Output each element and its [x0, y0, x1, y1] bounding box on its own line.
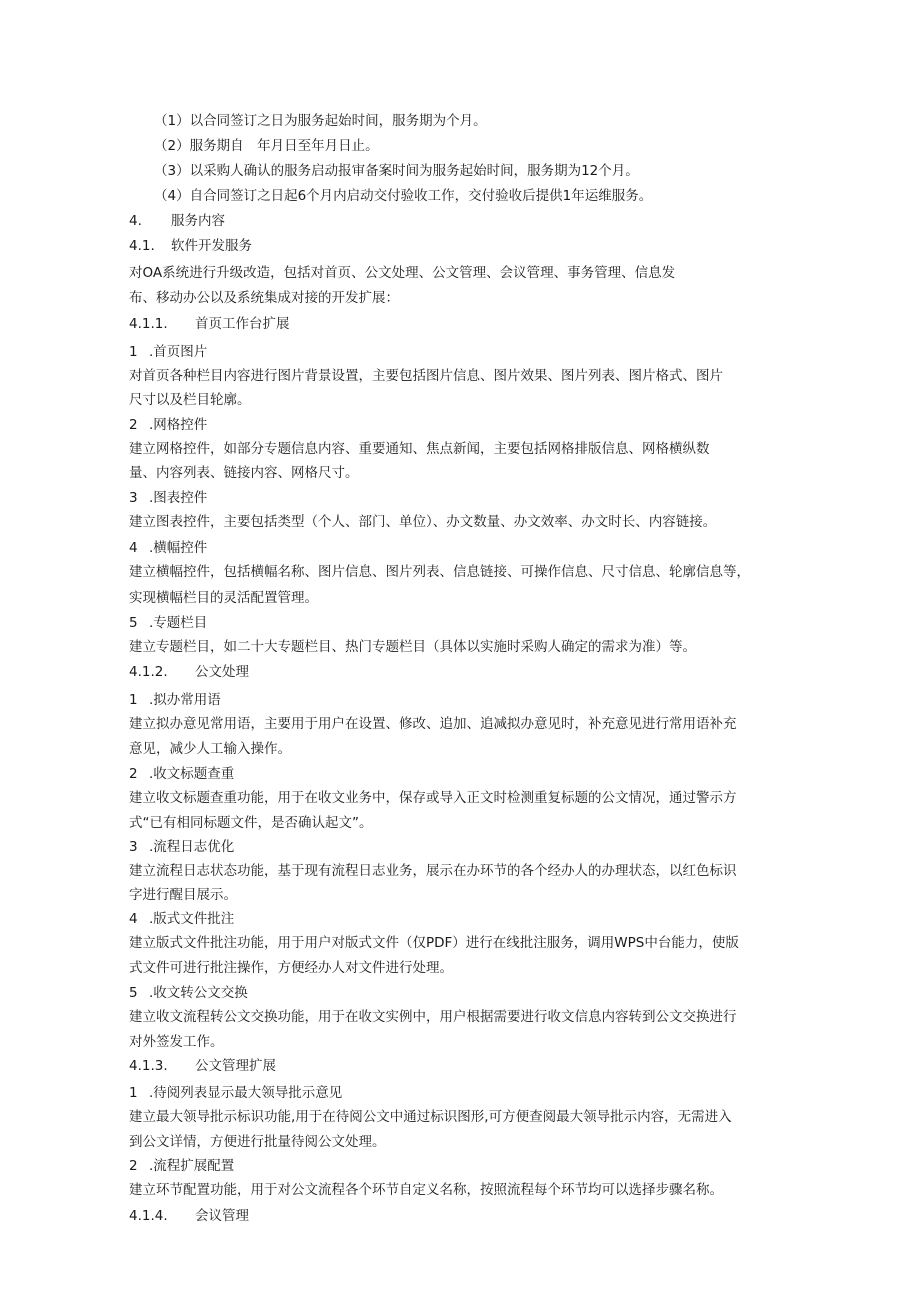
entry-title: .网格控件 [149, 417, 208, 433]
entry-number: 3 [129, 839, 138, 855]
entry-heading [129, 764, 234, 784]
entry-heading [129, 488, 207, 508]
entry-body: 式“已有相同标题文件，是否确认起文”。 [129, 815, 373, 831]
entry-title: .横幅控件 [149, 540, 208, 556]
entry-number: 3 [129, 490, 138, 506]
entry-number: 2 [129, 766, 138, 782]
entry-number: 5 [129, 985, 138, 1001]
intro-line-1: 对OA系统进行升级改造，包括对首页、公文处理、公文管理、会议管理、事务管理、信息发 [129, 265, 676, 281]
entry-title: .收文转公文交换 [149, 985, 248, 1001]
entry-title: .流程日志优化 [149, 839, 235, 855]
entry-body: 建立图表控件，主要包括类型（个人、部门、单位）、办文数量、办文效率、办文时长、内容链接。 [129, 514, 717, 530]
section-number: 4.1.4. [129, 1208, 168, 1224]
section-number: 4.1.2. [129, 664, 168, 680]
entry-number: 4 [129, 540, 138, 556]
entry-title: .流程扩展配置 [149, 1158, 235, 1174]
entry-number: 2 [129, 417, 138, 433]
entry-body: 尺寸以及栏目轮廓。 [129, 392, 251, 408]
section-number: 4.1.1. [129, 316, 168, 332]
entry-body: 对外签发工作。 [129, 1034, 224, 1050]
entry-number: 5 [129, 615, 138, 631]
entry-body: 对首页各种栏目内容进行图片背景设置，主要包括图片信息、图片效果、图片列表、图片格式、图片 [129, 368, 723, 384]
section-title: 公文管理扩展 [195, 1058, 276, 1074]
entry-heading [129, 538, 207, 558]
section-title: 会议管理 [195, 1208, 249, 1224]
entry-heading [129, 1083, 342, 1103]
entry-title: .图表控件 [149, 490, 208, 506]
entry-number: 4 [129, 911, 138, 927]
entry-body: 到公文详情，方便进行批量待阅公文处理。 [129, 1134, 386, 1150]
service-period-item-2: （2）服务期自 年月日至年月日止。 [154, 138, 379, 154]
entry-heading [129, 837, 234, 857]
entry-heading [129, 983, 248, 1003]
entry-body: 建立流程日志状态功能，基于现有流程日志业务，展示在办环节的各个经办人的办理状态，以红色标识 [129, 863, 737, 879]
section-title: 公文处理 [195, 664, 249, 680]
entry-body: 意见，减少人工输入操作。 [129, 741, 291, 757]
service-period-item-4: （4）自合同签订之日起6个月内启动交付验收工作，交付验收后提供1年运维服务。 [154, 188, 653, 204]
section-4-1-heading [129, 236, 252, 256]
section-number: 4. [129, 213, 142, 229]
entry-heading [129, 1156, 234, 1176]
entry-number: 2 [129, 1158, 138, 1174]
intro-line-2: 布、移动办公以及系统集成对接的开发扩展： [129, 290, 399, 306]
section-title: 服务内容 [171, 213, 225, 229]
entry-body: 建立专题栏目，如二十大专题栏目、热门专题栏目（具体以实施时采购人确定的需求为准）等。 [129, 639, 696, 655]
entry-body: 建立横幅控件，包括横幅名称、图片信息、图片列表、信息链接、可操作信息、尺寸信息、轮廓信息等， [129, 564, 750, 580]
entry-heading [129, 690, 221, 710]
entry-heading [129, 909, 234, 929]
section-4-1-1-heading [129, 314, 290, 334]
section-4-1-2-heading [129, 662, 249, 682]
entry-body: 建立网格控件，如部分专题信息内容、重要通知、焦点新闻，主要包括网格排版信息、网格横纵数 [129, 441, 710, 457]
entry-body: 建立拟办意见常用语，主要用于用户在设置、修改、追加、追减拟办意见时，补充意见进行常用语补充 [129, 716, 737, 732]
entry-body: 实现横幅栏目的灵活配置管理。 [129, 590, 318, 606]
entry-title: .拟办常用语 [149, 692, 221, 708]
entry-body: 量、内容列表、链接内容、网格尺寸。 [129, 465, 359, 481]
entry-number: 1 [129, 344, 138, 360]
entry-body: 建立收文标题查重功能，用于在收文业务中，保存或导入正文时检测重复标题的公文情况，通过警示方 [129, 790, 737, 806]
section-4-1-3-heading [129, 1056, 276, 1076]
section-4-1-4-heading [129, 1206, 249, 1226]
entry-title: .待阅列表显示最大领导批示意见 [149, 1085, 343, 1101]
section-number: 4.1. [129, 238, 155, 254]
service-period-item-1: （1）以合同签订之日为服务起始时间，服务期为个月。 [154, 113, 487, 129]
entry-body: 建立版式文件批注功能，用于用户对版式文件（仅PDF）进行在线批注服务，调用WPS中台能力，使版 [129, 935, 739, 951]
section-title: 首页工作台扩展 [195, 316, 290, 332]
entry-title: .收文标题查重 [149, 766, 235, 782]
entry-body: 建立收文流程转公文交换功能，用于在收文实例中，用户根据需要进行收文信息内容转到公文交换进行 [129, 1009, 737, 1025]
entry-number: 1 [129, 692, 138, 708]
section-4-heading [129, 211, 225, 231]
entry-heading [129, 415, 207, 435]
entry-heading [129, 342, 207, 362]
entry-body: 建立环节配置功能，用于对公文流程各个环节自定义名称，按照流程每个环节均可以选择步骤名称。 [129, 1182, 723, 1198]
entry-body: 字进行醒目展示。 [129, 887, 237, 903]
section-number: 4.1.3. [129, 1058, 168, 1074]
entry-heading [129, 613, 207, 633]
entry-body: 建立最大领导批示标识功能,用于在待阅公文中通过标识图形,可方便查阅最大领导批示内容，无需进入 [129, 1109, 732, 1125]
section-title: 软件开发服务 [171, 238, 252, 254]
entry-title: .版式文件批注 [149, 911, 235, 927]
entry-number: 1 [129, 1085, 138, 1101]
service-period-item-3: （3）以采购人确认的服务启动报审备案时间为服务起始时间，服务期为12个月。 [154, 163, 639, 179]
entry-body: 式文件可进行批注操作，方便经办人对文件进行处理。 [129, 960, 453, 976]
entry-title: .专题栏目 [149, 615, 208, 631]
entry-title: .首页图片 [149, 344, 208, 360]
